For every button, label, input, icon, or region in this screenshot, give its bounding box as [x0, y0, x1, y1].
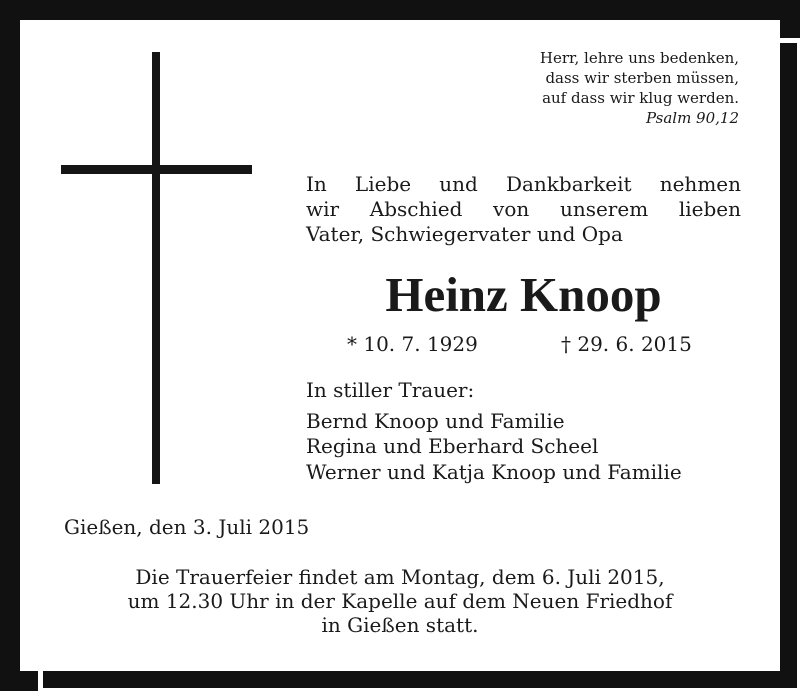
mourner-name: Regina und Eberhard Scheel: [306, 434, 599, 458]
funeral-line: Die Trauerfeier findet am Montag, dem 6. Juli 2015,: [135, 565, 665, 589]
death-date: † 29. 6. 2015: [561, 332, 692, 356]
psalm-line: auf dass wir klug werden.: [542, 89, 739, 107]
funeral-line: in Gießen statt.: [321, 613, 479, 637]
funeral-line: um 12.30 Uhr in der Kapelle auf dem Neuen Friedhof: [127, 589, 673, 613]
cross-icon-vertical-bar: [152, 52, 160, 484]
intro-text: [306, 172, 741, 247]
funeral-notice: [60, 565, 740, 637]
deceased-name: Heinz Knoop: [385, 267, 662, 322]
mourner-name: Bernd Knoop und Familie: [306, 408, 565, 433]
intro-line: wir Abschied von unserem lieben: [306, 197, 741, 221]
intro-line: Vater, Schwiegervater und Opa: [306, 222, 623, 246]
mourners-heading: In stiller Trauer:: [306, 378, 475, 402]
mourner-name: Werner und Katja Knoop und Familie: [306, 459, 682, 484]
psalm-quote: [439, 48, 739, 128]
birth-date: * 10. 7. 1929: [347, 332, 478, 356]
cross-icon-horizontal-bar: [61, 165, 252, 174]
psalm-line: dass wir sterben müssen,: [545, 69, 739, 87]
psalm-reference: Psalm 90,12: [645, 109, 739, 127]
psalm-line: Herr, lehre uns bedenken,: [539, 49, 739, 67]
mourners-block: [306, 378, 756, 485]
place-and-date: Gießen, den 3. Juli 2015: [64, 515, 310, 539]
intro-line: In Liebe und Dankbarkeit nehmen: [306, 172, 741, 196]
